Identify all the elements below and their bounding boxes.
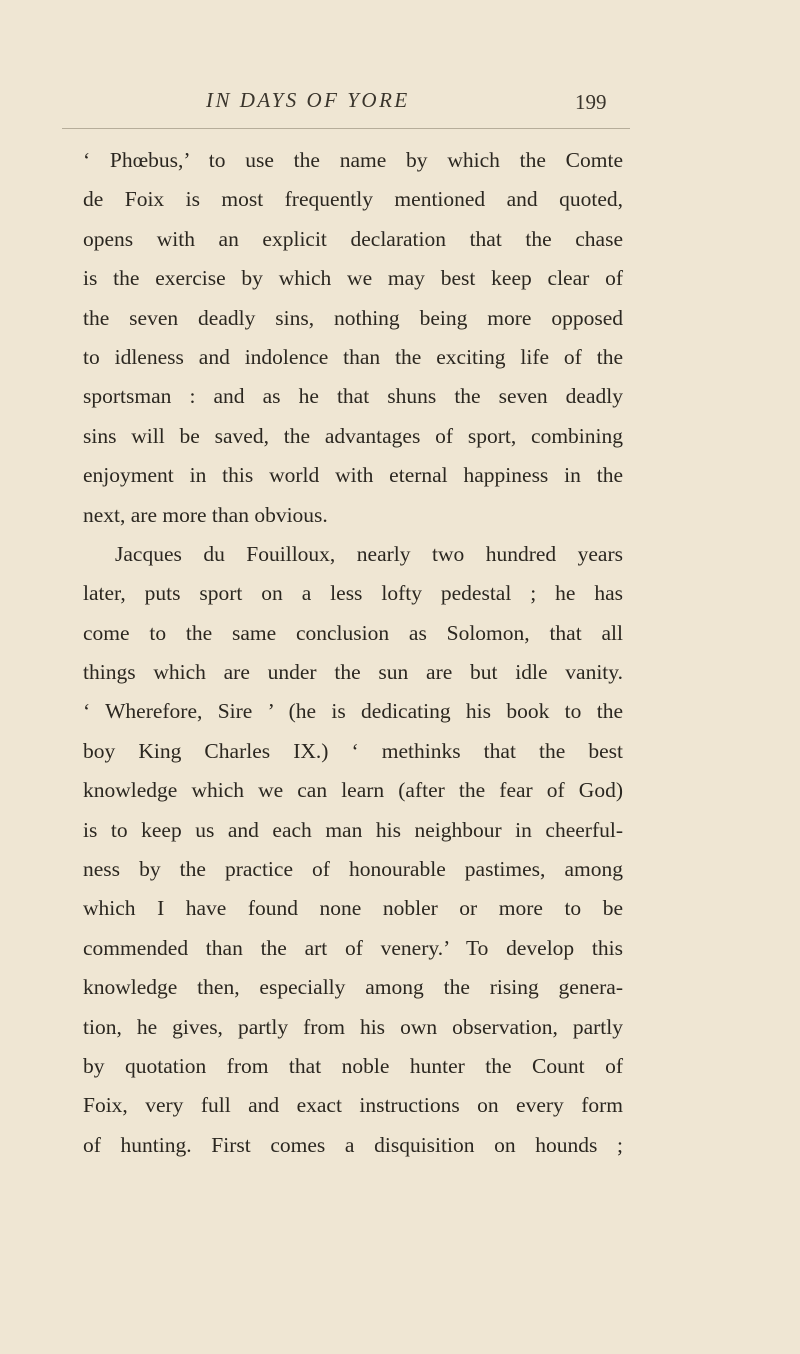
paragraph-end-line: next, are more than obvious. bbox=[83, 502, 328, 527]
header-rule bbox=[62, 128, 630, 129]
text-line: things which are under the sun are but idle vanity. bbox=[83, 660, 623, 685]
text-line: boy King Charles IX.) ‘ methinks that the best bbox=[83, 738, 623, 763]
text-line: sins will be saved, the advantages of sport, combining bbox=[83, 423, 623, 448]
running-title: IN DAYS OF YORE bbox=[206, 88, 410, 112]
text-line: come to the same conclusion as Solomon, that all bbox=[83, 620, 623, 645]
text-line: is the exercise by which we may best keep clear of bbox=[83, 266, 623, 291]
text-line: knowledge then, especially among the rising genera- bbox=[83, 975, 623, 1000]
text-line: by quotation from that noble hunter the Count of bbox=[83, 1053, 623, 1078]
text-line: knowledge which we can learn (after the fear of God) bbox=[83, 778, 623, 803]
text-line: ness by the practice of honourable pastimes, among bbox=[83, 857, 623, 882]
text-line: which I have found none nobler or more to be bbox=[83, 896, 623, 921]
text-line: commended than the art of venery.’ To develop this bbox=[83, 935, 623, 960]
text-line: Foix, very full and exact instructions on every form bbox=[83, 1093, 623, 1118]
text-line: tion, he gives, partly from his own observation, partly bbox=[83, 1014, 623, 1039]
text-line: of hunting. First comes a disquisition on hounds ; bbox=[83, 1132, 623, 1157]
text-line: the seven deadly sins, nothing being more opposed bbox=[83, 305, 623, 330]
paragraph-start-line: Jacques du Fouilloux, nearly two hundred years bbox=[115, 541, 623, 566]
text-line: sportsman : and as he that shuns the seven deadly bbox=[83, 384, 623, 409]
page-number: 199 bbox=[575, 90, 607, 114]
body-text bbox=[83, 141, 623, 1165]
running-head bbox=[0, 88, 800, 120]
text-line: de Foix is most frequently mentioned and quoted, bbox=[83, 187, 623, 212]
text-line: to idleness and indolence than the exciting life of the bbox=[83, 344, 623, 369]
text-line: enjoyment in this world with eternal happiness in the bbox=[83, 463, 623, 488]
text-line: ‘ Phœbus,’ to use the name by which the Comte bbox=[83, 148, 623, 172]
text-line: ‘ Wherefore, Sire ’ (he is dedicating his book to the bbox=[83, 699, 623, 724]
text-line: opens with an explicit declaration that the chase bbox=[83, 226, 623, 251]
text-line: is to keep us and each man his neighbour in cheerful- bbox=[83, 817, 623, 842]
text-line: later, puts sport on a less lofty pedestal ; he has bbox=[83, 581, 623, 606]
